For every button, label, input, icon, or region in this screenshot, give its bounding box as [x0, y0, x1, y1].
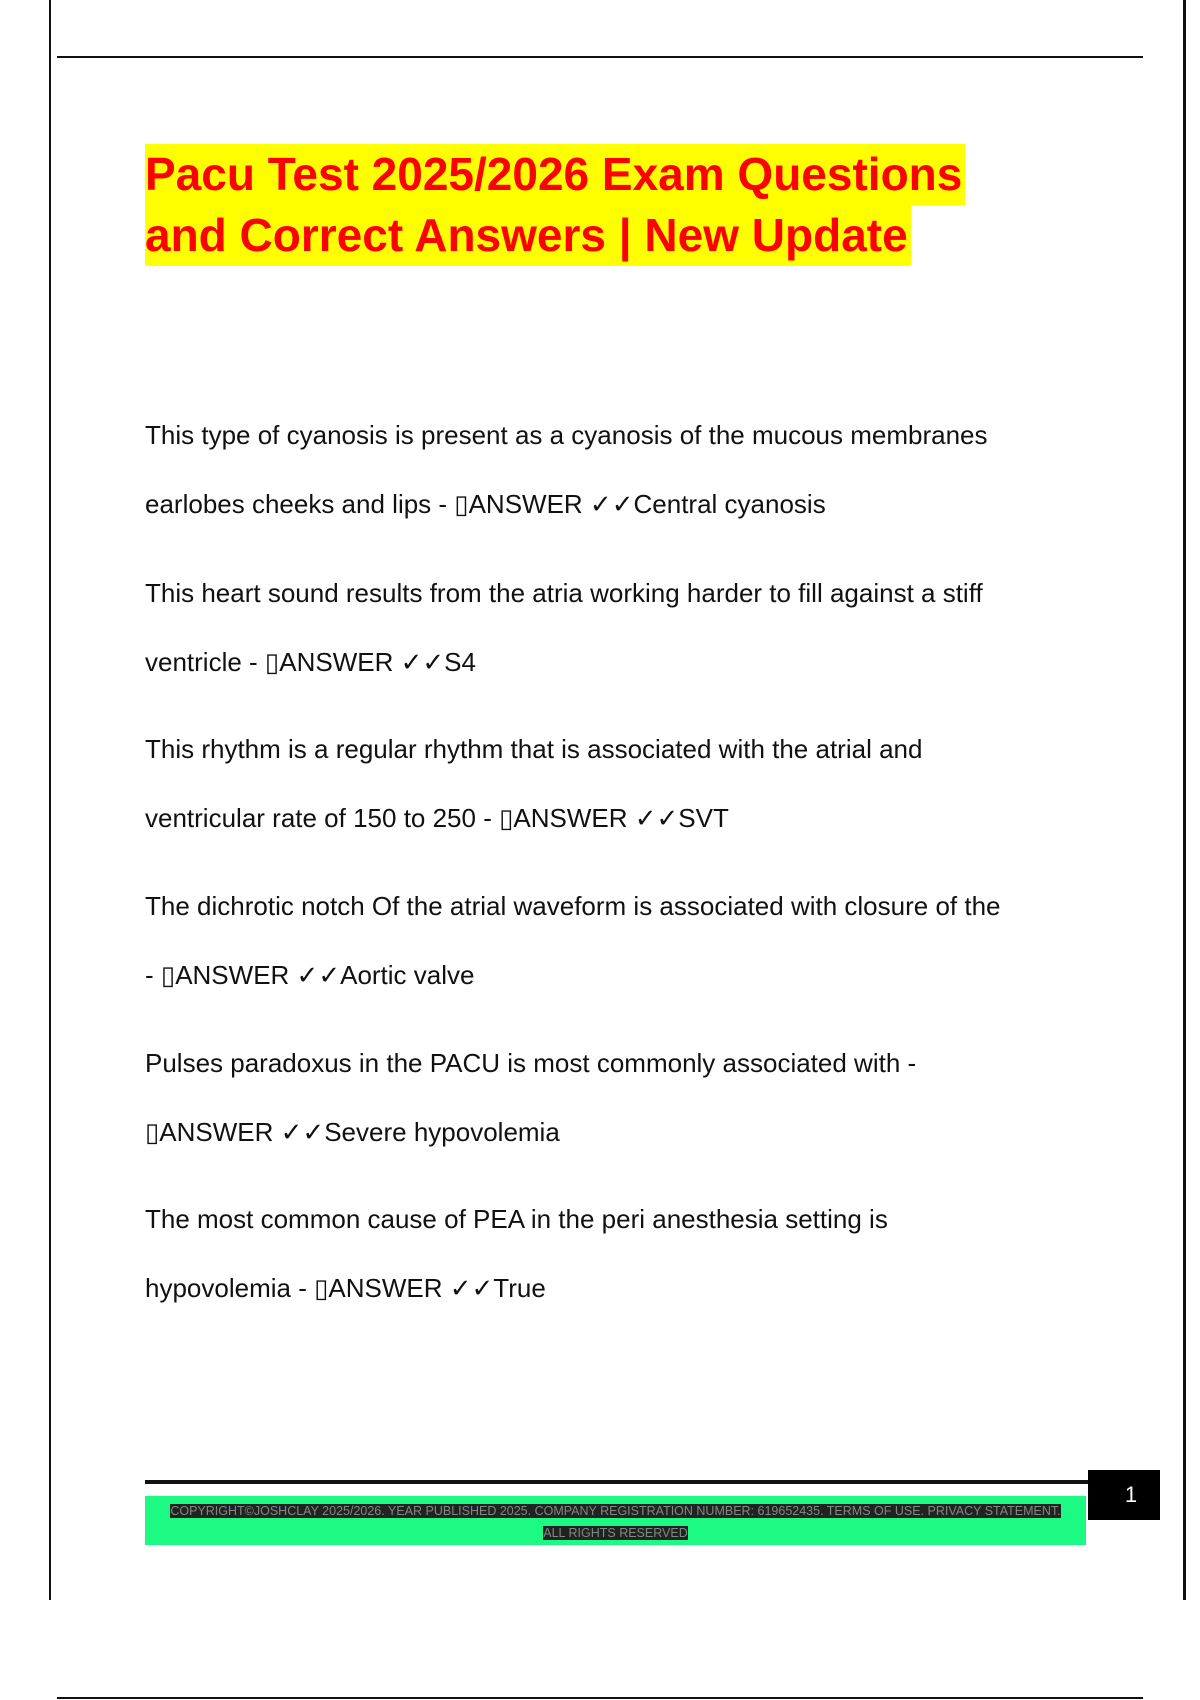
- page-number: 1: [1124, 1482, 1138, 1507]
- question-text: The dichrotic notch Of the atrial waveform is associated with closure of the: [145, 891, 1001, 921]
- footer-copyright-band: [145, 1496, 1086, 1545]
- document-title: [145, 144, 1085, 266]
- header-divider: [57, 56, 1143, 58]
- question-text: This heart sound results from the atria working harder to fill against a stiff: [145, 578, 983, 608]
- page-number-badge: [1088, 1470, 1160, 1520]
- answer-text: - ▯ANSWER ✓✓Aortic valve: [145, 960, 475, 990]
- answer-text: ventricular rate of 150 to 250 - ▯ANSWER ✓✓SVT: [145, 803, 729, 833]
- answer-text: hypovolemia - ▯ANSWER ✓✓True: [145, 1273, 546, 1303]
- footer-copyright-text: COPYRIGHT©JOSHCLAY 2025/2026. YEAR PUBLISHED 2025. COMPANY REGISTRATION NUMBER: 619652435. TERMS OF USE. PRIVACY STATEMENT. ALL RIGHTS RESERVED: [170, 1504, 1061, 1540]
- question-text: This rhythm is a regular rhythm that is associated with the atrial and: [145, 734, 923, 764]
- question-text: Pulses paradoxus in the PACU is most commonly associated with -: [145, 1048, 917, 1078]
- answer-text: earlobes cheeks and lips - ▯ANSWER ✓✓Central cyanosis: [145, 489, 826, 519]
- footer-divider: [145, 1480, 1089, 1484]
- page-bottom-divider: [57, 1697, 1143, 1699]
- title-line-1: Pacu Test 2025/2026 Exam Questions: [145, 144, 965, 205]
- title-line-2: and Correct Answers | New Update: [145, 205, 911, 266]
- question-text: This type of cyanosis is present as a cyanosis of the mucous membranes: [145, 420, 988, 450]
- question-text: The most common cause of PEA in the peri anesthesia setting is: [145, 1204, 888, 1234]
- page-border-right: [1183, 0, 1186, 1600]
- page-border-left: [49, 0, 51, 1600]
- answer-text: ventricle - ▯ANSWER ✓✓S4: [145, 647, 476, 677]
- answer-text: ▯ANSWER ✓✓Severe hypovolemia: [145, 1117, 560, 1147]
